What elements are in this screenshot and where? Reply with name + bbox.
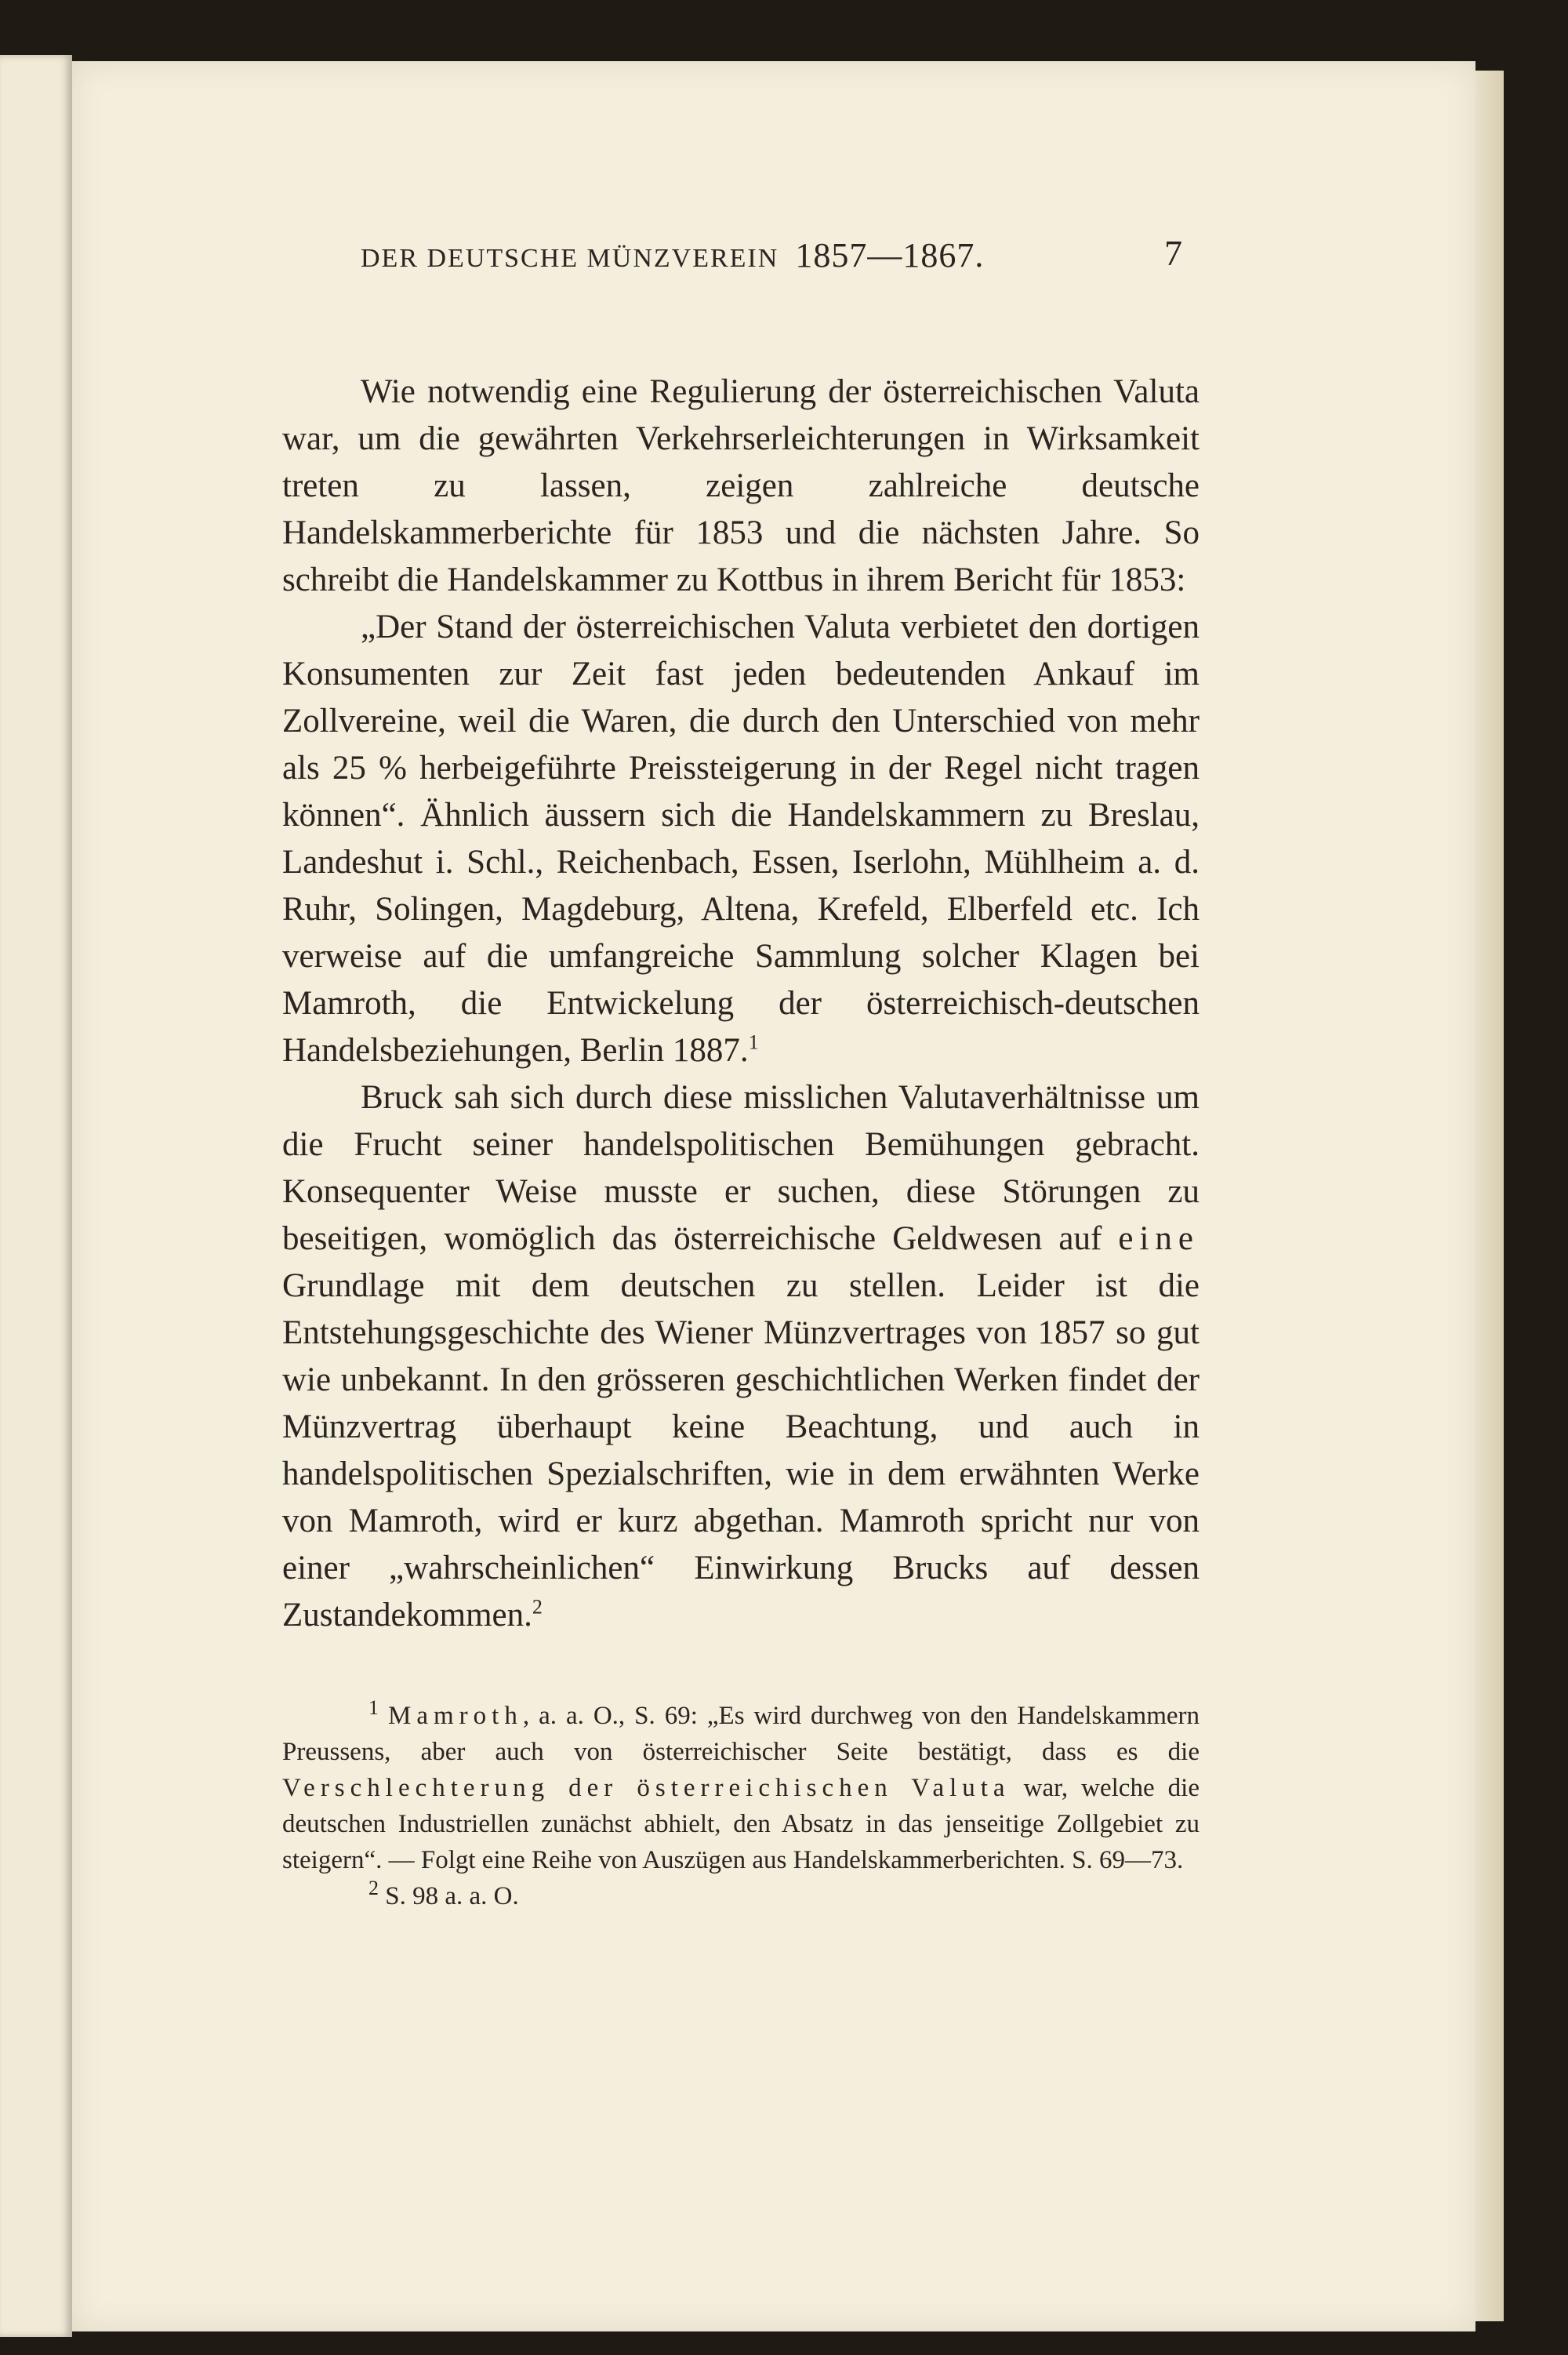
footnote-2-mark: 2 [368, 1877, 379, 1899]
footnote-2 [282, 1878, 1200, 1914]
paragraph-3-text-a: Bruck sah sich durch diese misslichen Valutaverhältnisse um die Frucht seiner handelspolitischen Bemühungen gebracht. Konsequenter Weise musste er suchen, diese Störungen zu beseitigen, womöglich das österreichische Geldwesen auf [282, 1079, 1200, 1257]
facing-page-edge [0, 55, 72, 2337]
paragraph-1: Wie notwendig eine Regulierung der österreichischen Valuta war, um die gewährten Verkehrserleichterungen in Wirksamkeit treten zu lassen, zeigen zahlreiche deutsche Handelskammerberichte für 1853 und die nächsten Jahre. So schreibt die Handelskammer zu Kottbus in ihrem Bericht für 1853: [282, 373, 1200, 598]
footnote-ref-2: 2 [532, 1595, 543, 1619]
footnote-1-text-b: war, welche die deutschen Industriellen zunächst abhielt, den Absatz in das jenseitige Zollgebiet zu steigern“. — Folgt eine Reihe von Auszügen aus Handelskammerberichten. S. 69—73. [282, 1774, 1200, 1874]
footnote-1 [282, 1698, 1200, 1878]
header-title: DER DEUTSCHE MÜNZVEREIN [361, 244, 779, 273]
footnote-2-text: S. 98 a. a. O. [385, 1882, 519, 1910]
paragraph-2 [282, 604, 1200, 1074]
running-header [361, 235, 1184, 275]
header-years: 1857—1867. [795, 236, 985, 274]
page-number: 7 [1164, 233, 1184, 273]
footnote-ref-1: 1 [748, 1030, 759, 1054]
emphasis-eine: eine [1118, 1220, 1200, 1257]
body-text [282, 369, 1200, 1639]
paragraph-2-text: „Der Stand der österreichischen Valuta verbietet den dortigen Konsumenten zur Zeit fast jeden bedeutenden Ankauf im Zollvereine, weil die Waren, die durch den Unterschied von mehr als 25 % herbeigeführte Preissteigerung in der Regel nicht tragen können“. Ähnlich äussern sich die Handelskammern zu Breslau, Landeshut i. Schl., Reichenbach, Essen, Iserlohn, Mühlheim a. d. Ruhr, Solingen, Magdeburg, Altena, Krefeld, Elberfeld etc. Ich verweise auf die umfangreiche Sammlung solcher Klagen bei Mamroth, die Entwickelung der österreichisch-deutschen Handelsbeziehungen, Berlin 1887. [282, 609, 1200, 1069]
footnote-1-text-a: , a. a. O., S. 69: „Es wird durchweg von den Handelskammern Preussens, aber auch von österreichischer Seite bestätigt, dass es die [282, 1702, 1200, 1766]
footnote-1-emphasis: Verschlechterung der österreichischen Valuta [282, 1774, 1011, 1802]
footnote-1-author: Mamroth [388, 1702, 523, 1730]
paragraph-3 [282, 1074, 1200, 1639]
footnotes [282, 1698, 1200, 1914]
paragraph-3-text-b: Grundlage mit dem deutschen zu stellen. Leider ist die Entstehungsgeschichte des Wiener Münzvertrages von 1857 so gut wie unbekannt. In den grösseren geschichtlichen Werken findet der Münzvertrag überhaupt keine Beachtung, und auch in handelspolitischen Spezialschriften, wie in dem erwähnten Werke von Mamroth, wird er kurz abgethan. Mamroth spricht nur von einer „wahrscheinlichen“ Einwirkung Brucks auf dessen Zustandekommen. [282, 1267, 1200, 1634]
page-stack-edge [1475, 71, 1504, 2321]
footnote-1-mark: 1 [368, 1696, 379, 1719]
